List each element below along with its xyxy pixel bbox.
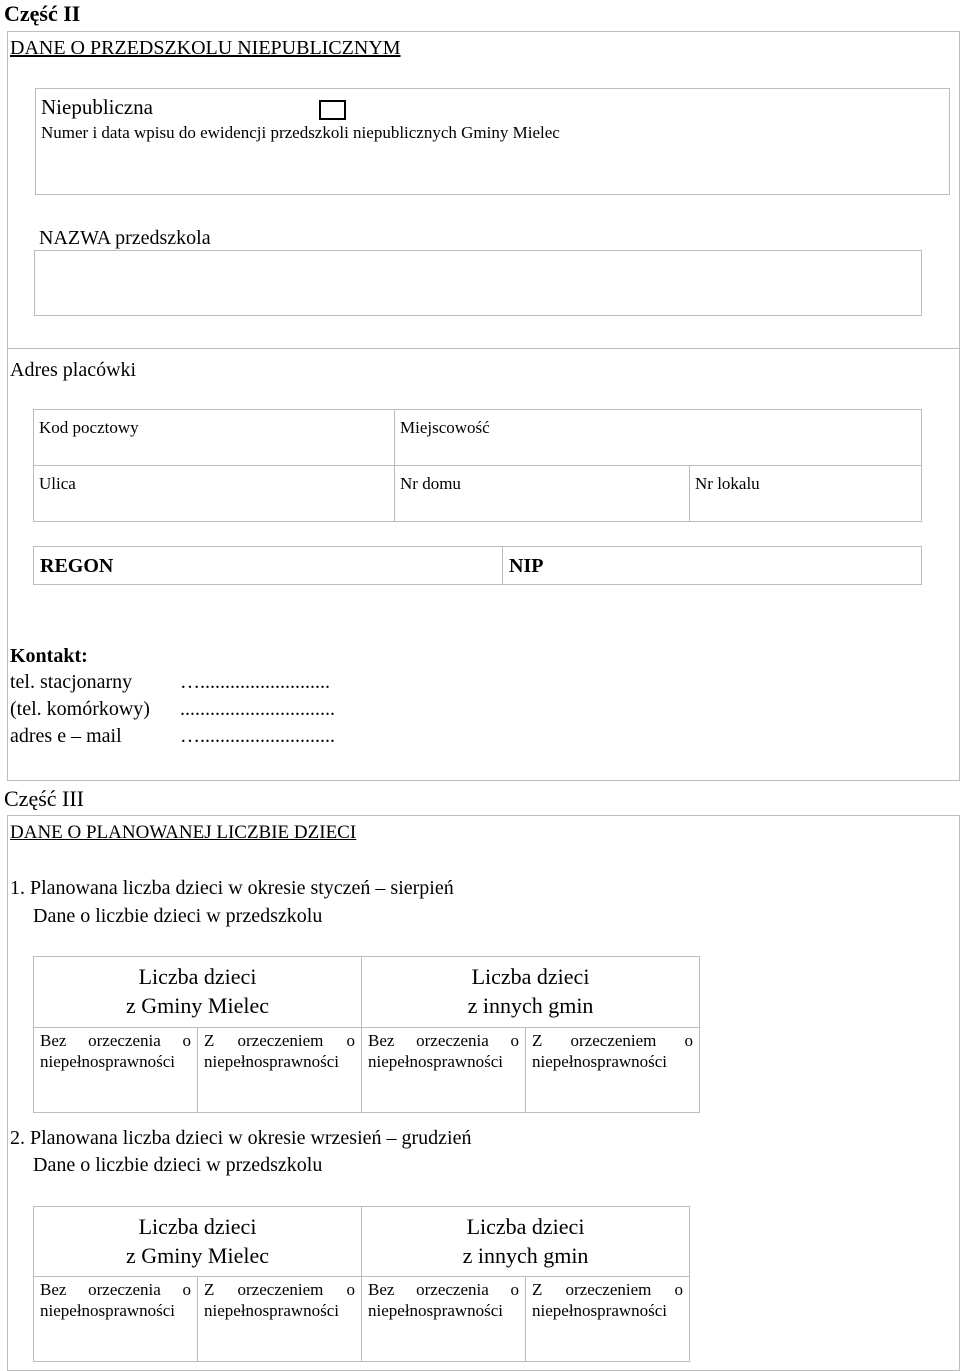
table1-header-other-line1: Liczba dzieci <box>471 964 590 989</box>
table1-col-label: Z orzeczeniem o <box>532 1031 693 1050</box>
table2-cell-mielec-with[interactable] <box>197 1276 362 1362</box>
table1-subtitle: Dane o liczbie dzieci w przedszkolu <box>33 905 323 927</box>
table1-col-label: niepełnosprawności <box>204 1052 340 1072</box>
address-divider <box>7 348 960 349</box>
phone-dots[interactable]: ….......................... <box>180 671 330 693</box>
contact-label: Kontakt: <box>10 645 88 667</box>
table1-col-label: niepełnosprawności <box>368 1052 504 1072</box>
niepubliczna-label: Niepubliczna <box>41 95 153 119</box>
niepubliczna-checkbox[interactable] <box>319 100 346 120</box>
register-number-label: Numer i data wpisu do ewidencji przedszkoli niepublicznych Gminy Mielec <box>41 123 560 142</box>
nip-label: NIP <box>509 555 544 577</box>
table2-header-mielec-line2: z Gminy Mielec <box>126 1242 269 1268</box>
street-field[interactable] <box>33 465 395 522</box>
table2-cell-mielec-without[interactable] <box>33 1276 198 1362</box>
city-label: Miejscowość <box>400 418 490 437</box>
school-name-label: NAZWA przedszkola <box>39 227 211 249</box>
table1-cell-other-with[interactable] <box>525 1027 700 1113</box>
nip-field[interactable] <box>502 546 922 585</box>
table1-header-other-line2: z innych gmin <box>467 992 594 1018</box>
table2-col-label: niepełnosprawności <box>204 1301 340 1321</box>
table2-subtitle: Dane o liczbie dzieci w przedszkolu <box>33 1154 323 1176</box>
table1-col-label: niepełnosprawności <box>532 1052 668 1072</box>
table2-col-label: niepełnosprawności <box>532 1301 668 1321</box>
table1-col-label: Z orzeczeniem o <box>204 1031 355 1050</box>
table2-title: 2. Planowana liczba dzieci w okresie wrzesień – grudzień <box>10 1127 472 1149</box>
school-name-field[interactable] <box>34 250 922 316</box>
table2-header-mielec-line1: Liczba dzieci <box>138 1214 257 1239</box>
postal-code-label: Kod pocztowy <box>39 418 139 437</box>
table1-cell-other-without[interactable] <box>361 1027 526 1113</box>
table2-header-other-line2: z innych gmin <box>462 1242 589 1268</box>
part2-section-heading: DANE O PRZEDSZKOLU NIEPUBLICZNYM <box>10 37 401 59</box>
table2-cell-other-with[interactable] <box>525 1276 690 1362</box>
table1-col-label: Bez orzeczenia o <box>368 1031 519 1050</box>
table2-col-label: Bez orzeczenia o <box>368 1280 519 1299</box>
table2-header-mielec <box>33 1206 362 1277</box>
table2-col-label: Bez orzeczenia o <box>40 1280 191 1299</box>
table2-col-label: niepełnosprawności <box>368 1301 504 1321</box>
flat-number-label: Nr lokalu <box>695 474 760 493</box>
mobile-dots[interactable]: ............................... <box>180 698 335 720</box>
mobile-label: (tel. komórkowy) <box>10 698 150 720</box>
part3-title: Część III <box>4 786 85 811</box>
table1-col-label: niepełnosprawności <box>40 1052 176 1072</box>
phone-label: tel. stacjonarny <box>10 671 133 693</box>
table1-col-label: Bez orzeczenia o <box>40 1031 191 1050</box>
table2-col-label: Z orzeczeniem o <box>532 1280 683 1299</box>
part2-title: Część II <box>4 1 81 26</box>
table1-title: 1. Planowana liczba dzieci w okresie styczeń – sierpień <box>10 877 454 899</box>
table2-cell-other-without[interactable] <box>361 1276 526 1362</box>
table1-header-other <box>361 956 700 1028</box>
email-label: adres e – mail <box>10 725 122 747</box>
table2-header-other-line1: Liczba dzieci <box>466 1214 585 1239</box>
part3-section-heading: DANE O PLANOWANEJ LICZBIE DZIECI <box>10 822 357 843</box>
street-label: Ulica <box>39 474 76 493</box>
table1-cell-mielec-with[interactable] <box>197 1027 362 1113</box>
table2-header-other <box>361 1206 690 1277</box>
table2-col-label: niepełnosprawności <box>40 1301 176 1321</box>
table1-header-mielec-line1: Liczba dzieci <box>138 964 257 989</box>
table1-header-mielec-line2: z Gminy Mielec <box>126 992 269 1018</box>
table1-cell-mielec-without[interactable] <box>33 1027 198 1113</box>
table1-header-mielec <box>33 956 362 1028</box>
email-dots[interactable]: …........................... <box>180 725 335 747</box>
house-number-label: Nr domu <box>400 474 461 493</box>
regon-label: REGON <box>40 555 114 577</box>
address-label: Adres placówki <box>10 359 137 381</box>
table2-col-label: Z orzeczeniem o <box>204 1280 355 1299</box>
